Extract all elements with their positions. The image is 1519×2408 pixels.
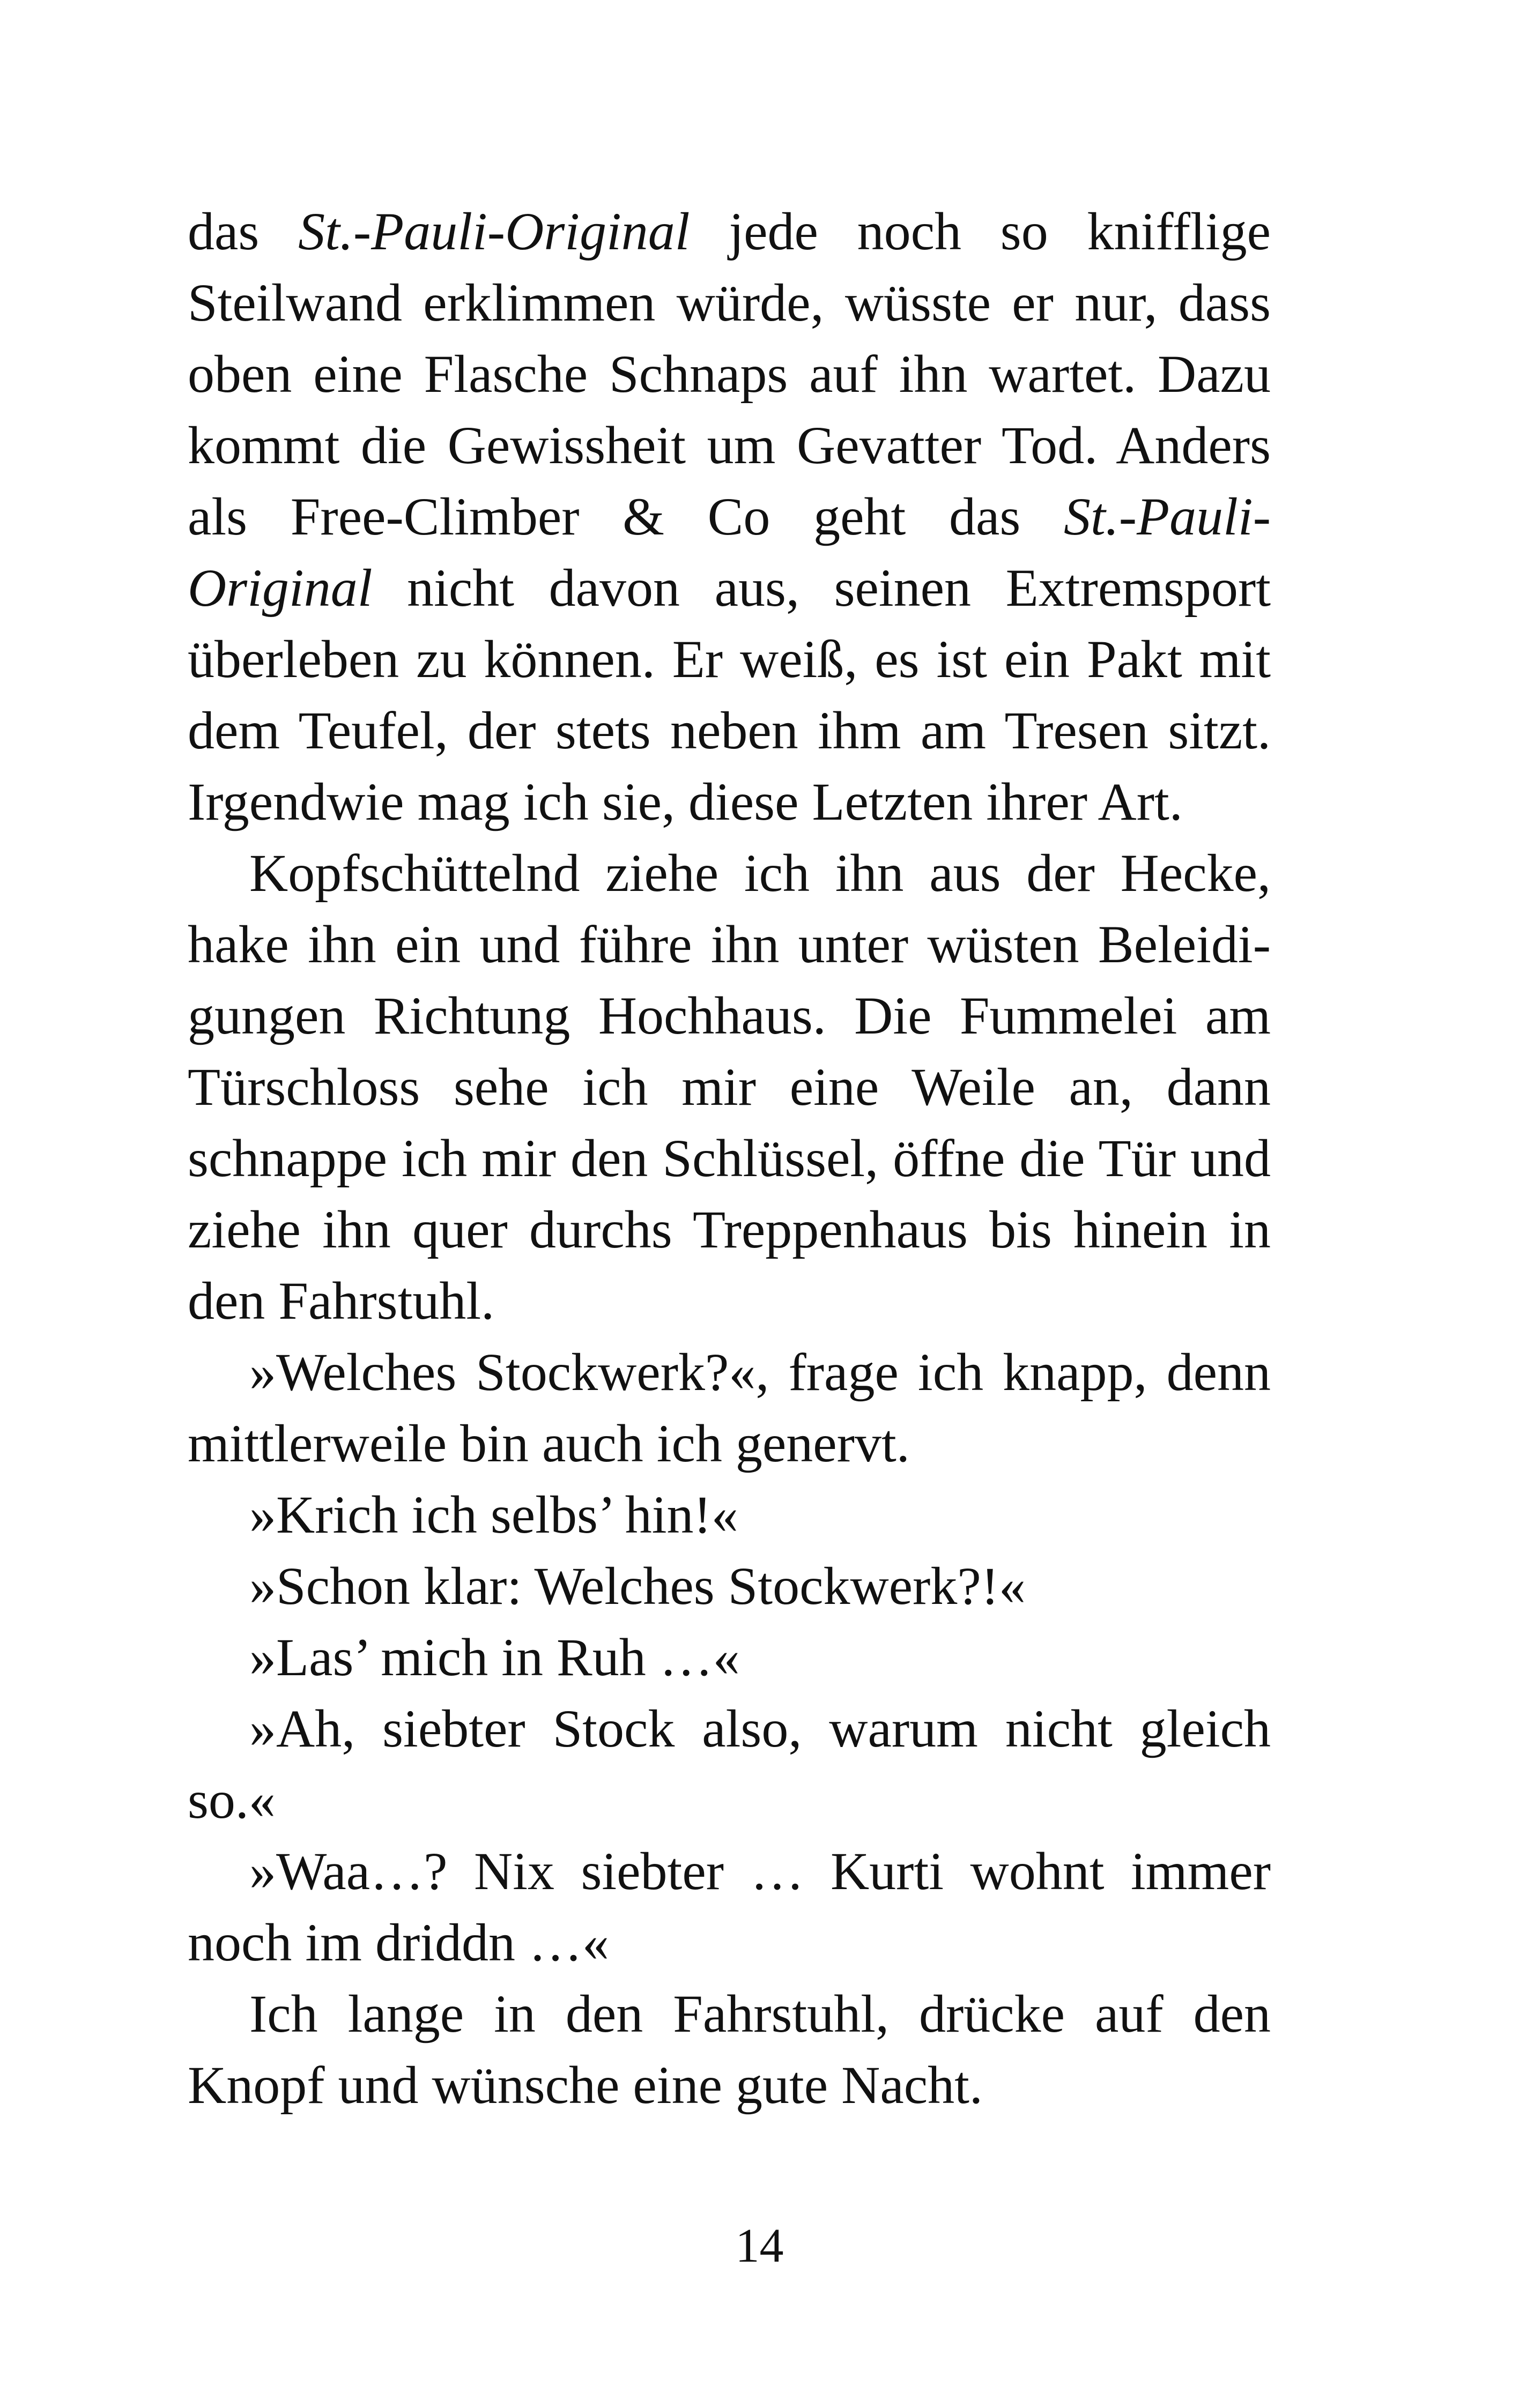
paragraph [188,1336,1271,1479]
body-text [188,196,1271,2121]
text-segment: »Waa…? Nix siebter … Kurti wohnt immer noch im driddn …« [188,1841,1271,1972]
text-segment: »Welches Stockwerk?«, frage ich knapp, denn mittlerweile bin auch ich genervt. [188,1342,1271,1473]
paragraph [188,1978,1271,2121]
paragraph [188,1550,1271,1622]
paragraph [188,1622,1271,1693]
text-segment: Ich lange in den Fahrstuhl, drücke auf den Knopf und wünsche eine gute Nacht. [188,1984,1271,2115]
paragraph [188,1835,1271,1978]
text-segment: »Krich ich selbs’ hin!« [249,1485,738,1544]
italic-segment: St.-Pauli-Original [298,202,690,261]
text-segment: das [188,202,299,261]
text-segment: nicht davon aus, seinen Extremsport überleben zu können. Er weiß, es ist ein Pakt mit dem Teufel, der stets neben ihm am Tresen sitzt. Irgendwie mag ich sie, diese Letzten ihrer Art. [188,558,1271,831]
paragraph [188,1479,1271,1550]
page-number: 14 [735,2219,784,2272]
text-segment: jede noch so knifflige Steilwand erklimmen würde, wüsste er nur, dass oben eine Flasche Schnaps auf ihn wartet. Dazu kommt die Gewissheit um Gevatter Tod. Anders als Free-Climber & Co geht das [188,202,1271,546]
text-segment: »Schon klar: Welches Stockwerk?!« [249,1556,1026,1616]
text-segment: »Ah, siebter Stock also, warum nicht gleich so.« [188,1699,1271,1830]
paragraph [188,1693,1271,1835]
text-segment: Kopfschüttelnd ziehe ich ihn aus der Hecke, hake ihn ein und führe ihn unter wüsten Beleidigungen Richtung Hochhaus. Die Fummelei am Türschloss sehe ich mir eine Weile an, dann schnappe ich mir den Schlüssel, öffne die Tür und ziehe ihn quer durchs Treppenhaus bis hinein in den Fahrstuhl. [188,843,1271,1331]
paragraph [188,196,1271,837]
italic-segment: St.-Pauli-Original [188,487,1271,618]
paragraph [188,837,1271,1336]
text-segment: »Las’ mich in Ruh …« [249,1627,740,1687]
